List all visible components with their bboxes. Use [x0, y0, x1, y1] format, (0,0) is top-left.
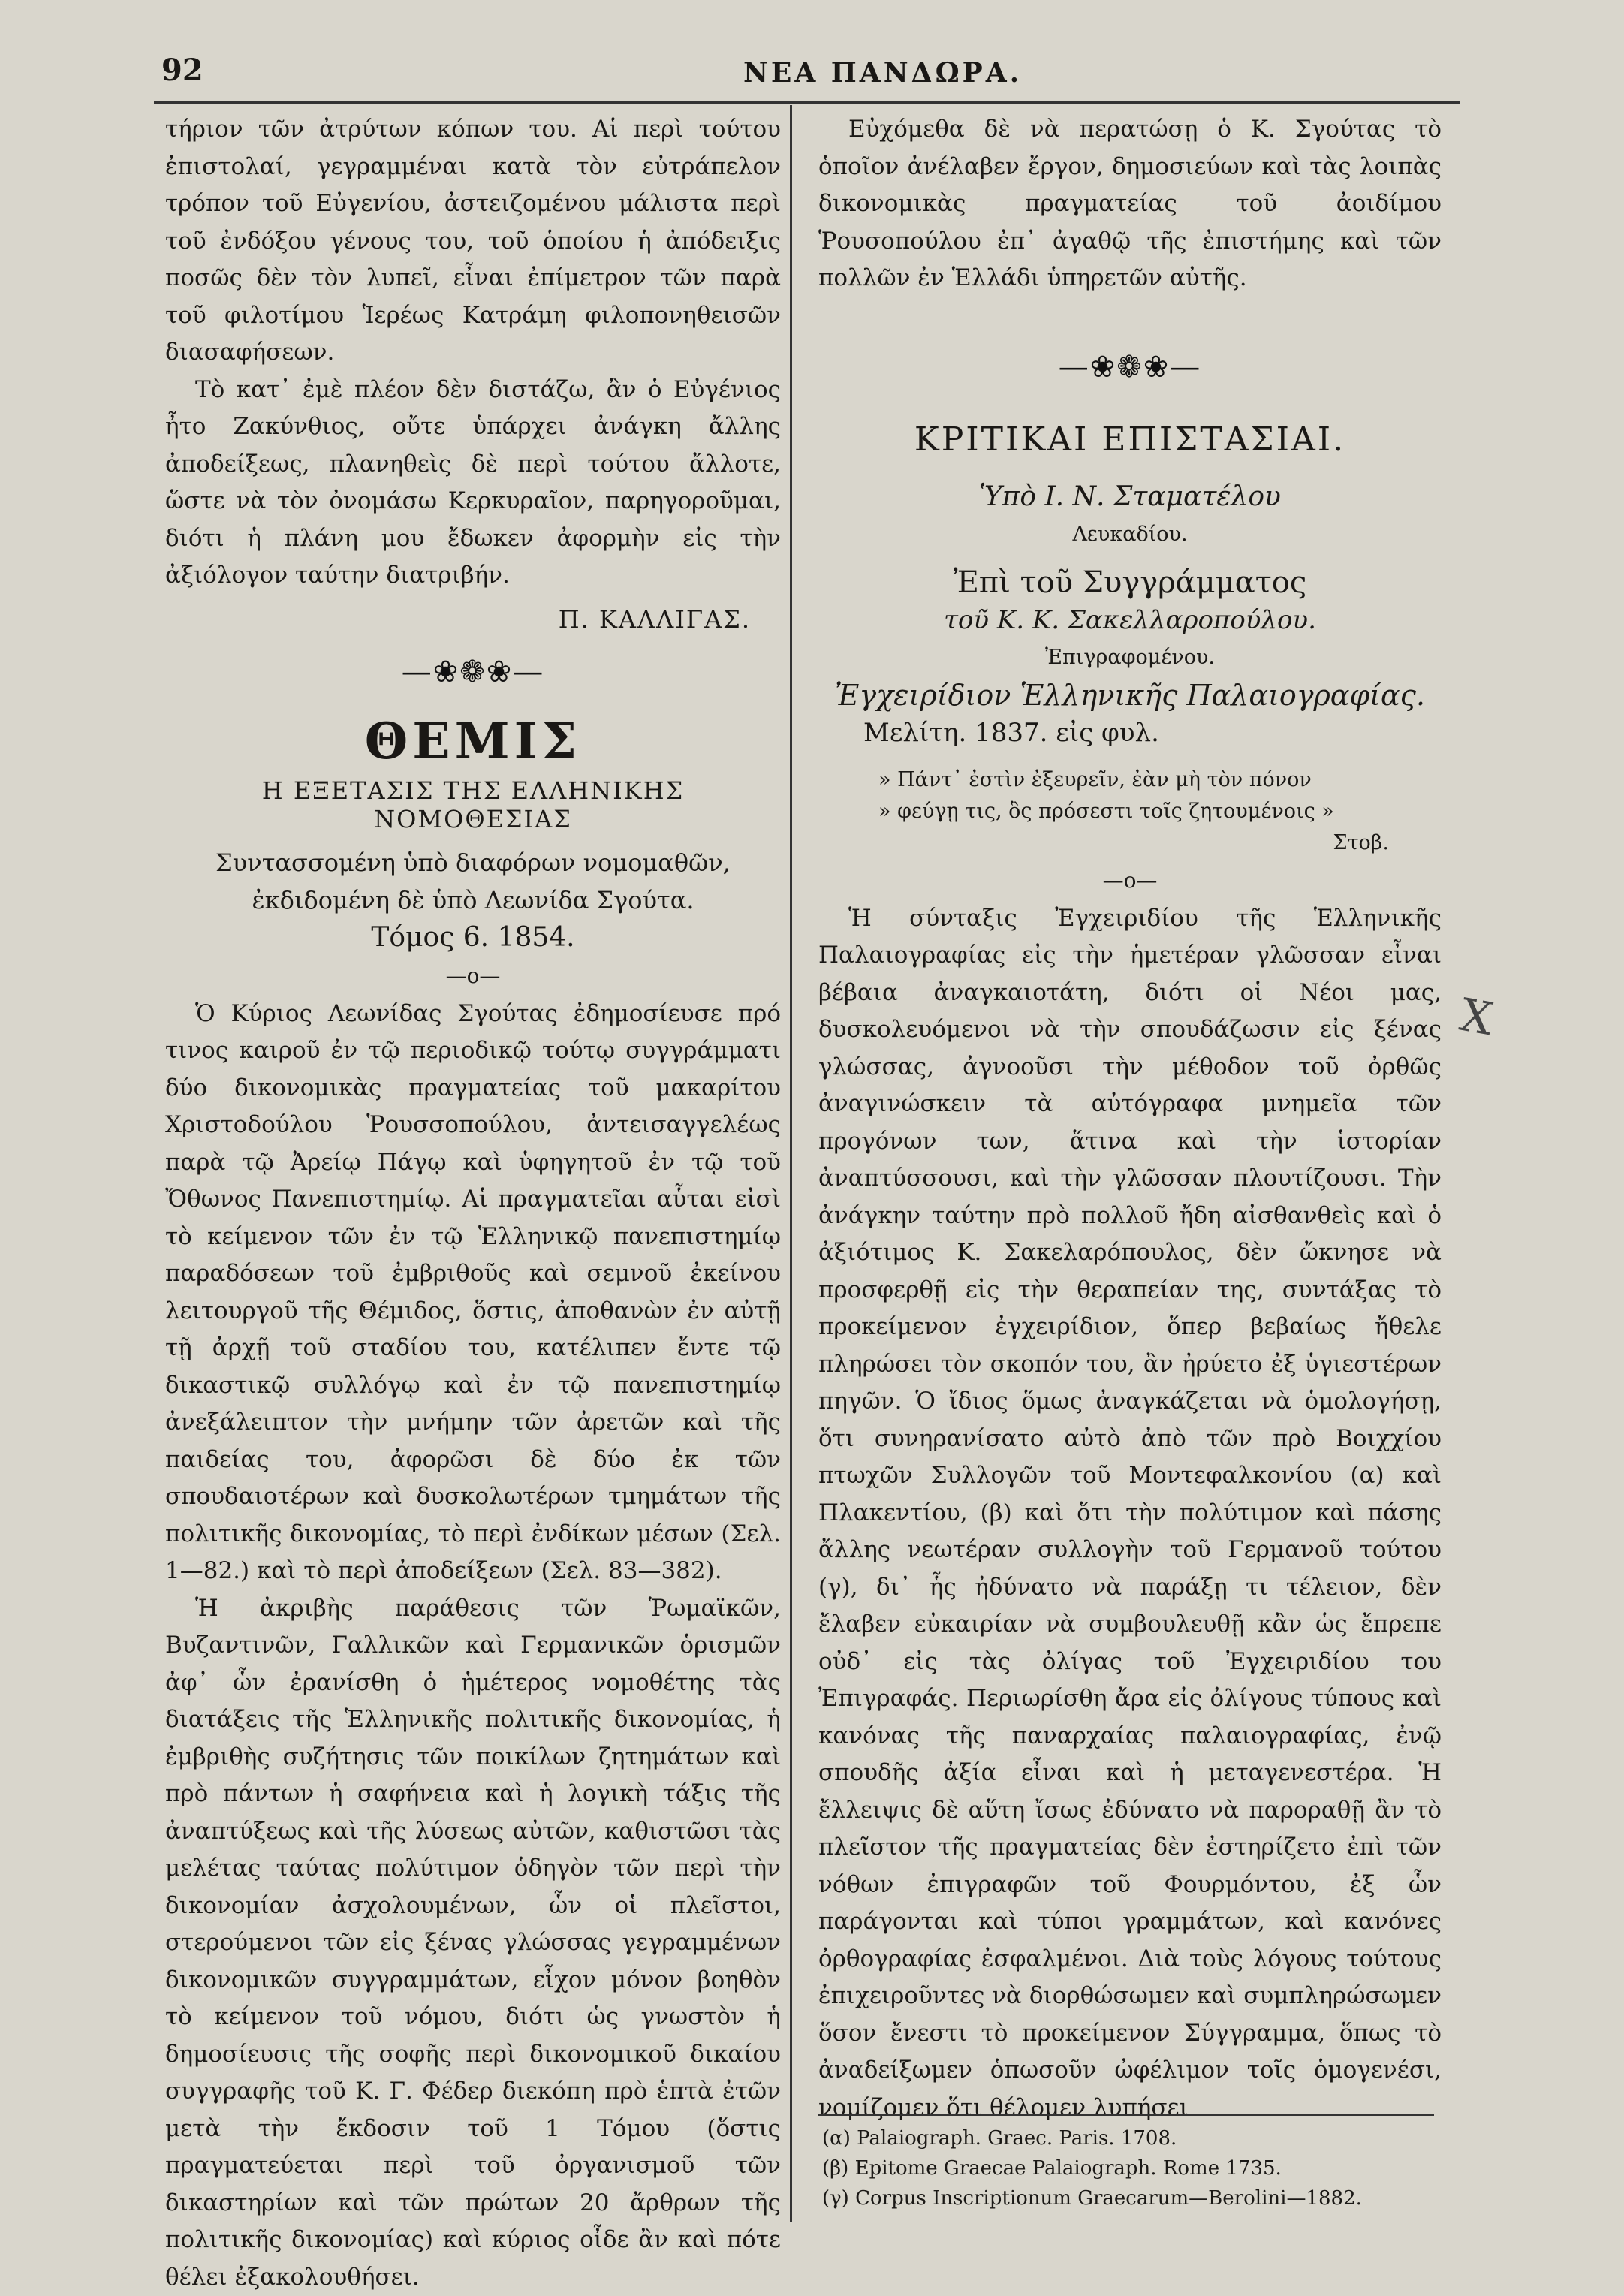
publication-line: Τόμος 6. 1854.	[165, 919, 781, 957]
margin-pencil-mark: X	[1456, 989, 1496, 1046]
work-line: τοῦ Κ. Κ. Σακελλαροπούλου.	[818, 601, 1442, 639]
author-line: Ὑπὸ Ι. Ν. Σταματέλου	[818, 478, 1442, 516]
section-title-kritikai: ΚΡΙΤΙΚΑΙ ΕΠΙΣΤΑΣΙΑΙ.	[818, 420, 1442, 459]
page-header	[0, 53, 1624, 98]
epigraph-line: » φεύγῃ τις, ὃς πρόσεστι τοῖς ζητουμένοις »	[878, 797, 1442, 827]
author-place: Λευκαδίου.	[818, 516, 1442, 553]
header-rule	[154, 101, 1460, 104]
ornament-divider: —❀❁❀—	[165, 655, 781, 689]
footnote-rule	[818, 2114, 1434, 2116]
left-column	[165, 111, 781, 2296]
work-line: Μελίτη. 1837. εἰς φυλ.	[818, 714, 1442, 752]
running-title: ΝΕΑ ΠΑΝΔΩΡΑ.	[743, 57, 1022, 89]
small-divider: —o—	[165, 961, 781, 991]
left-intro-paragraph-1: τήριον τῶν ἀτρύτων κόπων του. Αἱ περὶ τούτου ἐπιστολαί, γεγραμμέναι κατὰ τὸν εὐτράπελον τρόπον τοῦ Εὐγενίου, ἀστειζομένου μάλιστα περὶ τοῦ ἐνδόξου γένους του, τοῦ ὁποίου ἡ ἀπόδειξις ποσῶς δὲν τὸν λυπεῖ, εἶναι ἐπίμετρον τῶν παρὰ τοῦ φιλοτίμου Ἱερέως Κατράμη φιλοπονηθεισῶν διασαφήσεων.	[165, 111, 781, 372]
epigraph	[878, 765, 1442, 858]
footnote-gamma: (γ) Corpus Inscriptionum Graecarum—Berolini—1882.	[822, 2183, 1438, 2213]
page-number: 92	[161, 53, 203, 88]
work-line: Ἐπιγραφομένου.	[818, 639, 1442, 676]
right-intro-paragraph: Εὐχόμεθα δὲ νὰ περατώσῃ ὁ Κ. Σγούτας τὸ ὁποῖον ἀνέλαβεν ἔργον, δημοσιεύων καὶ τὰς λοιπὰς δικονομικὰς πραγματείας τοῦ ἀοιδίμου Ῥουσοπούλου ἐπ᾽ ἀγαθῷ τῆς ἐπιστήμης καὶ τῶν πολλῶν ἐν Ἑλλάδι ὑπηρετῶν αὐτῆς.	[818, 111, 1442, 297]
footnote-alpha: (α) Palaiograph. Graec. Paris. 1708.	[822, 2123, 1438, 2153]
right-body-paragraph: Ἡ σύνταξις Ἐγχειριδίου τῆς Ἑλληνικῆς Παλαιογραφίας εἰς τὴν ἡμετέραν γλῶσσαν εἶναι βέβαια ἀναγκαιοτάτη, διότι οἱ Νέοι μας, δυσκολευόμενοι νὰ τὴν σπουδάζωσιν εἰς ξένας γλώσσας, ἀγνοοῦσι τὴν μέθοδον τοῦ ὀρθῶς ἀναγινώσκειν τὰ αὐτόγραφα μνημεῖα τῶν προγόνων των, ἅτινα καὶ τὴν ἱστορίαν ἀναπτύσσουσι, καὶ τὴν γλῶσσαν πλουτίζουσι. Τὴν ἀνάγκην ταύτην πρὸ πολλοῦ ἤδη αἰσθανθεὶς καὶ ὁ ἀξιότιμος Κ. Σακελαρόπουλος, δὲν ὤκνησε νὰ προσφερθῇ εἰς τὴν θεραπείαν της, συντάξας τὸ προκείμενον ἐγχειρίδιον, ὅπερ βεβαίως ἤθελε πληρώσει τὸν σκοπόν του, ἂν ἠρύετο ἐξ ὑγιεστέρων πηγῶν. Ὁ ἴδιος ὅμως ἀναγκάζεται νὰ ὁμολογήσῃ, ὅτι συνηρανίσατο αὐτὸ ἀπὸ τῶν πρὸ Βοιχχίου πτωχῶν Συλλογῶν τοῦ Μοντεφαλκονίου (α) καὶ Πλακεντίου, (β) καὶ ὅτι τὴν πολύτιμον καὶ πάσης ἄλλης νεωτέραν συλλογὴν τοῦ Γερμανοῦ τούτου (γ), δι᾽ ἧς ἠδύνατο νὰ παράξῃ τι τέλειον, δὲν ἔλαβεν εὐκαιρίαν νὰ συμβουλευθῇ κἂν ὡς ἔπρεπε οὐδ᾽ εἰς τὰς ὀλίγας τοῦ Ἐγχειριδίου του Ἐπιγραφάς. Περιωρίσθη ἄρα εἰς ὀλίγους τύπους καὶ κανόνας τῆς παναρχαίας παλαιογραφίας, ἐνῷ σπουδῆς ἀξία εἶναι καὶ ἡ μεταγενεστέρα. Ἡ ἔλλειψις δὲ αὕτη ἴσως ἐδύνατο νὰ παροραθῇ ἂν τὸ πλεῖστον τῆς πραγματείας δὲν ἐστηρίζετο ἐπὶ τῶν νόθων ἐπιγραφῶν τοῦ Φουρμόντου, ἐξ ὧν παράγονται καὶ τύποι γραμμάτων, καὶ κανόνες ὀρθογραφίας ἐσφαλμένοι. Διὰ τοὺς λόγους τούτους ἐπιχειροῦντες νὰ διορθώσωμεν καὶ συμπληρώσωμεν ὅσον ἔνεστι τὸ προκείμενον Σύγγραμμα, ὅπως τὸ ἀναδείξωμεν ὁπωσοῦν ὠφέλιμον τοῖς ὁμογενέσι, νομίζομεν ὅτι θέλομεν λυπήσει	[818, 900, 1442, 2127]
epigraph-source: Στοβ.	[878, 828, 1442, 858]
small-divider: —o—	[818, 866, 1442, 896]
left-body-paragraph-2: Ἡ ἀκριβὴς παράθεσις τῶν Ῥωμαϊκῶν, Βυζαντινῶν, Γαλλικῶν καὶ Γερμανικῶν ὁρισμῶν ἀφ᾽ ὧν ἐρανίσθη ὁ ἡμέτερος νομοθέτης τὰς διατάξεις τῆς Ἑλληνικῆς πολιτικῆς δικονομίας, ἡ ἐμβριθὴς συζήτησις τῶν ποικίλων ζητημάτων καὶ πρὸ πάντων ἡ σαφήνεια καὶ ἡ λογικὴ τάξις τῆς ἀναπτύξεως καὶ τῆς λύσεως αὐτῶν, καθιστῶσι τὰς μελέτας ταύτας πολύτιμον ὁδηγὸν τῶν περὶ τὴν δικονομίαν ἀσχολουμένων, ὧν οἱ πλεῖστοι, στερούμενοι τῶν εἰς ξένας γλώσσας γεγραμμένων δικονομικῶν συγγραμμάτων, εἶχον μόνον βοηθὸν τὸ κείμενον τοῦ νόμου, διότι ὡς γνωστὸν ἡ δημοσίευσις τῆς σοφῆς περὶ δικονομικοῦ δικαίου συγγραφῆς τοῦ Κ. Γ. Φέδερ διεκόπη πρὸ ἑπτὰ ἐτῶν μετὰ τὴν ἔκδοσιν τοῦ 1 Τόμου (ὅστις πραγματεύεται περὶ τοῦ ὀργανισμοῦ τῶν δικαστηρίων καὶ τῶν πρώτων 20 ἄρθρων τῆς πολιτικῆς δικονομίας) καὶ κύριος οἶδε ἂν καὶ πότε θέλει ἐξακολουθήσει.	[165, 1590, 781, 2296]
footnotes	[822, 2123, 1438, 2213]
column-rule	[790, 105, 792, 2222]
publication-line: ἐκδιδομένη δὲ ὑπὸ Λεωνίδα Σγούτα.	[165, 881, 781, 919]
left-body-paragraph-1: Ὁ Κύριος Λεωνίδας Σγούτας ἐδημοσίευσε πρό τινος καιροῦ ἐν τῷ περιοδικῷ τούτῳ συγγράμματι δύο δικονομικὰς πραγματείας τοῦ μακαρίτου Χριστοδούλου Ῥουσσοπούλου, ἀντεισαγγελέως παρὰ τῷ Ἀρείῳ Πάγῳ καὶ ὑφηγητοῦ ἐν τῷ τοῦ Ὄθωνος Πανεπιστημίῳ. Αἱ πραγματεῖαι αὗται εἰσὶ τὸ κείμενον τῶν ἐν τῷ Ἑλληνικῷ πανεπιστημίῳ παραδόσεων τοῦ ἐμβριθοῦς καὶ σεμνοῦ ἐκείνου λειτουργοῦ τῆς Θέμιδος, ὅστις, ἀποθανὼν ἐν αὐτῇ τῇ ἀρχῇ τοῦ σταδίου του, κατέλιπεν ἔντε τῷ δικαστικῷ συλλόγῳ καὶ ἐν τῷ πανεπιστημίῳ ἀνεξάλειπτον τὴν μνήμην τῶν ἀρετῶν καὶ τῆς παιδείας του, ἀφορῶσι δὲ δύο ἐκ τῶν σπουδαιοτέρων καὶ δυσκολωτέρων τμημάτων τῆς πολιτικῆς δικονομίας, τὸ περὶ ἐνδίκων μέσων (Σελ. 1—82.) καὶ τὸ περὶ ἀποδείξεων (Σελ. 83—382).	[165, 996, 781, 1590]
ornament-divider: —❀❁❀—	[818, 350, 1442, 384]
work-line: Ἐγχειρίδιον Ἑλληνικῆς Παλαιογραφίας.	[818, 676, 1442, 714]
section-title-themis: ΘΕΜΙΣ	[165, 712, 781, 770]
left-intro-paragraph-2: Τὸ κατ᾽ ἐμὲ πλέον δὲν διστάζω, ἂν ὁ Εὐγένιος ἦτο Ζακύνθιος, οὔτε ὑπάρχει ἀνάγκη ἄλλης ἀποδείξεως, πλανηθεὶς δὲ περὶ τούτου ἄλλοτε, ὥστε νὰ τὸν ὀνομάσω Κερκυραῖον, παρηγοροῦμαι, διότι ἡ πλάνη μου ἔδωκεν ἀφορμὴν εἰς τὴν ἀξιόλογον ταύτην διατριβήν.	[165, 372, 781, 595]
work-line: Ἐπὶ τοῦ Συγγράμματος	[818, 564, 1442, 601]
signature: Π. ΚΑΛΛΙΓΑΣ.	[165, 605, 781, 634]
footnote-beta: (β) Epitome Graecae Palaiograph. Rome 1735.	[822, 2153, 1438, 2183]
epigraph-line: » Πάντ᾽ ἐστὶν ἐξευρεῖν, ἐὰν μὴ τὸν πόνον	[878, 765, 1442, 795]
section-subtitle: Η ΕΞΕΤΑΣΙΣ ΤΗΣ ΕΛΛΗΝΙΚΗΣ ΝΟΜΟΘΕΣΙΑΣ	[165, 776, 781, 833]
right-column	[818, 111, 1442, 2126]
publication-line: Συντασσομένη ὑπὸ διαφόρων νομομαθῶν,	[165, 844, 781, 881]
